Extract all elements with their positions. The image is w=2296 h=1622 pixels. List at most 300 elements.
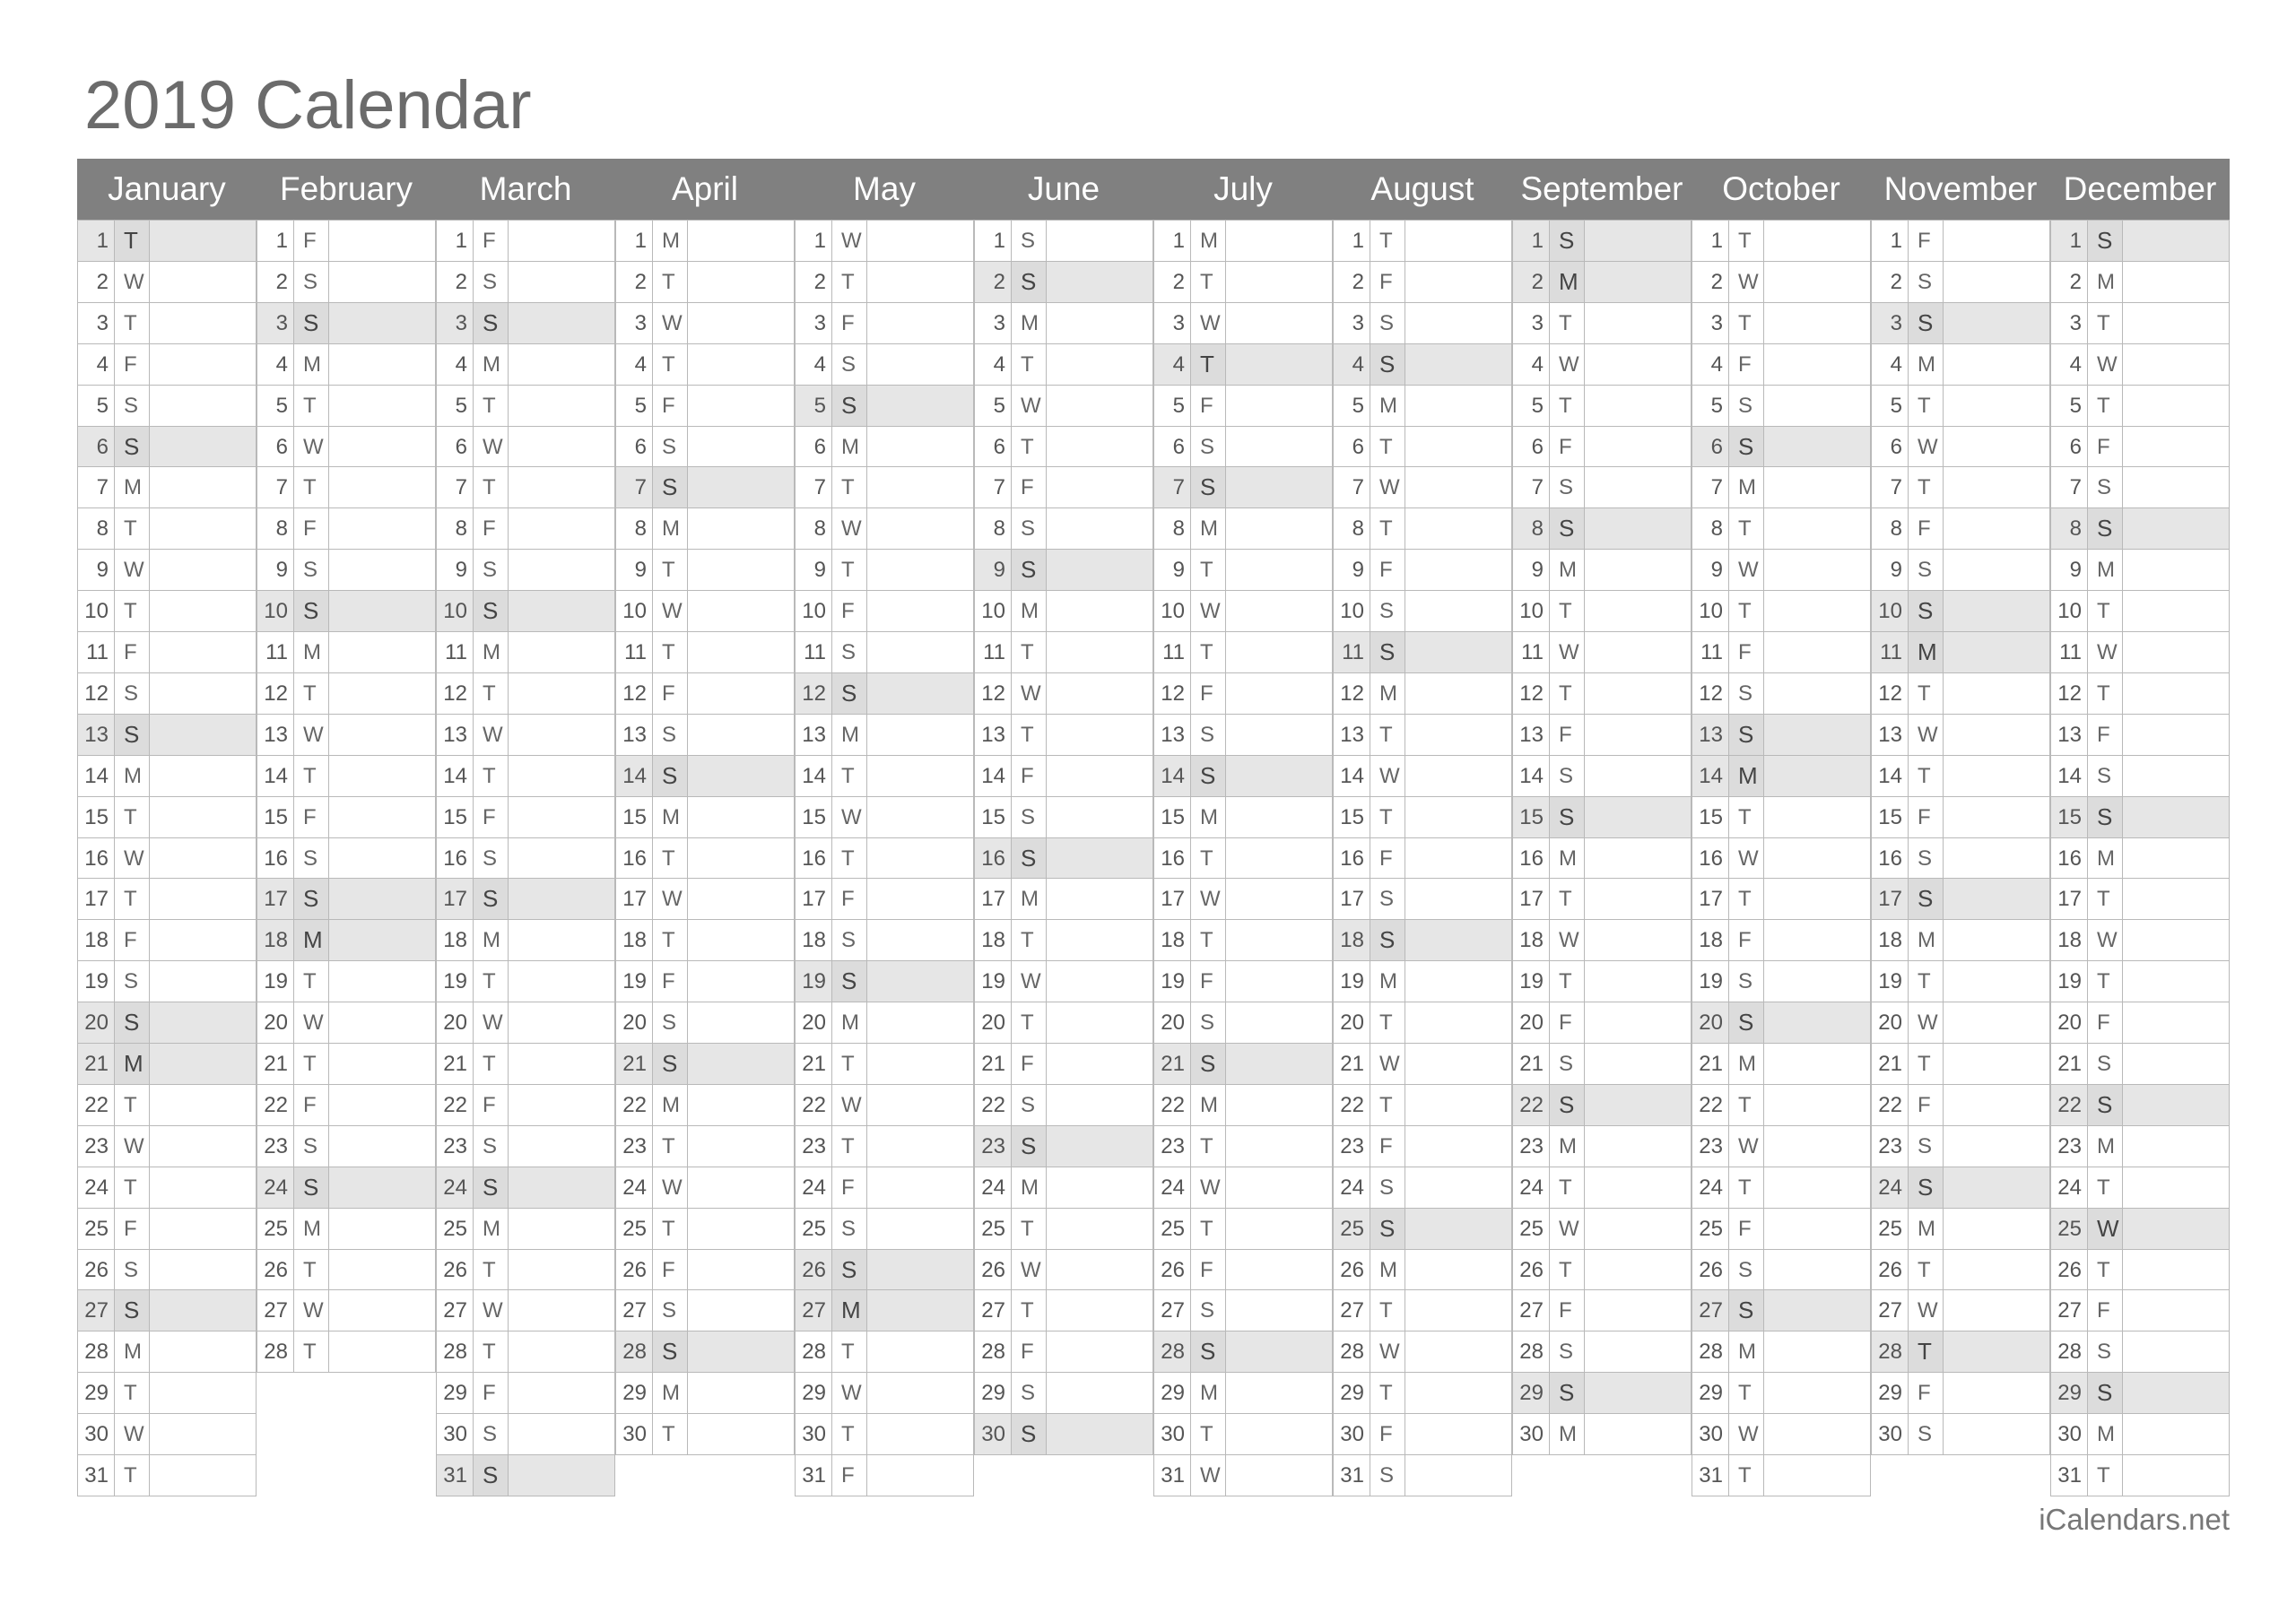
weekday-letter: T — [1728, 1167, 1764, 1208]
day-number: 30 — [1340, 1422, 1364, 1446]
weekday-letter: S — [1190, 1331, 1226, 1372]
day-number: 23 — [802, 1134, 826, 1158]
day-number: 5 — [275, 394, 288, 418]
day-cell — [795, 507, 974, 550]
weekday-letter: S — [831, 1209, 867, 1249]
day-number: 30 — [802, 1422, 826, 1446]
day-cell — [257, 1084, 436, 1126]
day-cell — [1333, 507, 1512, 550]
day-cell — [1512, 755, 1692, 797]
weekday-letter: F — [831, 1455, 867, 1496]
month-header-august: August — [1370, 170, 1474, 207]
day-number: 11 — [1162, 640, 1185, 664]
day-number: 24 — [981, 1175, 1005, 1200]
weekday-letter: S — [652, 756, 688, 796]
weekday-letter: S — [1011, 550, 1047, 590]
weekday-letter: M — [1190, 1373, 1226, 1413]
day-cell — [795, 1043, 974, 1085]
weekday-letter: M — [831, 1002, 867, 1043]
day-cell — [1512, 1413, 1692, 1455]
weekday-letter: T — [114, 221, 150, 261]
day-cell — [795, 1413, 974, 1455]
day-number: 1 — [813, 229, 826, 253]
day-cell — [77, 1331, 257, 1373]
day-cell — [1512, 919, 1692, 961]
day-number: 15 — [981, 805, 1005, 829]
day-cell — [436, 302, 615, 344]
weekday-letter: T — [1908, 673, 1944, 714]
day-cell — [2050, 1043, 2230, 1085]
weekday-letter: F — [1908, 1373, 1944, 1413]
day-number: 7 — [1352, 475, 1364, 499]
weekday-letter: M — [1728, 467, 1764, 507]
day-cell — [1871, 755, 2050, 797]
weekday-letter: T — [1549, 386, 1585, 426]
weekday-letter: F — [1011, 467, 1047, 507]
weekday-letter: M — [1728, 756, 1764, 796]
day-cell — [1512, 837, 1692, 880]
day-cell — [2050, 1208, 2230, 1250]
day-cell — [257, 426, 436, 468]
day-cell — [77, 796, 257, 838]
day-cell — [257, 1125, 436, 1167]
weekday-letter: S — [1549, 467, 1585, 507]
day-cell — [795, 261, 974, 303]
month-header-march: March — [479, 170, 572, 207]
weekday-letter: S — [1370, 879, 1405, 919]
day-number: 11 — [624, 640, 647, 664]
day-cell — [1512, 1125, 1692, 1167]
day-cell — [2050, 302, 2230, 344]
weekday-letter: M — [1370, 673, 1405, 714]
day-number: 3 — [1890, 311, 1902, 335]
day-number: 17 — [802, 887, 826, 911]
day-cell — [974, 302, 1153, 344]
weekday-letter: W — [473, 1002, 509, 1043]
weekday-letter: T — [2087, 879, 2123, 919]
day-cell — [1512, 343, 1692, 386]
day-number: 3 — [634, 311, 647, 335]
day-number: 29 — [1878, 1381, 1902, 1405]
weekday-letter: S — [293, 1167, 329, 1208]
day-cell — [974, 1043, 1153, 1085]
weekday-letter: T — [1549, 961, 1585, 1002]
day-number: 27 — [84, 1298, 109, 1323]
day-cell — [1692, 878, 1871, 920]
day-number: 12 — [1699, 681, 1723, 706]
day-cell — [1153, 1331, 1333, 1373]
day-number: 5 — [813, 394, 826, 418]
weekday-letter: T — [473, 673, 509, 714]
weekday-letter: F — [2087, 715, 2123, 755]
day-cell — [1333, 302, 1512, 344]
day-cell — [1333, 1002, 1512, 1044]
weekday-letter: T — [1190, 632, 1226, 672]
day-cell — [615, 672, 795, 715]
weekday-letter: S — [473, 1126, 509, 1167]
weekday-letter: W — [1908, 427, 1944, 467]
day-number: 2 — [1352, 270, 1364, 294]
page-title: 2019 Calendar — [84, 67, 532, 143]
day-number: 24 — [84, 1175, 109, 1200]
weekday-letter: T — [831, 1044, 867, 1084]
weekday-letter: M — [1190, 797, 1226, 837]
weekday-letter: T — [114, 1085, 150, 1125]
day-number: 30 — [2057, 1422, 2082, 1446]
day-cell — [77, 1454, 257, 1496]
day-number: 2 — [2069, 270, 2082, 294]
weekday-letter: F — [1370, 550, 1405, 590]
day-number: 7 — [1172, 475, 1185, 499]
day-cell — [436, 1043, 615, 1085]
day-cell — [615, 1084, 795, 1126]
day-number: 19 — [622, 969, 647, 993]
day-cell — [1512, 960, 1692, 1002]
day-number: 27 — [1878, 1298, 1902, 1323]
day-cell — [1333, 466, 1512, 508]
weekday-letter: T — [2087, 673, 2123, 714]
day-number: 21 — [264, 1052, 288, 1076]
day-cell — [436, 1331, 615, 1373]
day-number: 17 — [622, 887, 647, 911]
day-cell — [77, 426, 257, 468]
weekday-letter: M — [2087, 262, 2123, 302]
weekday-letter: W — [1549, 344, 1585, 385]
day-cell — [2050, 1331, 2230, 1373]
day-cell — [1692, 1084, 1871, 1126]
day-number: 9 — [634, 558, 647, 582]
day-number: 1 — [1172, 229, 1185, 253]
day-number: 25 — [84, 1217, 109, 1241]
day-cell — [1512, 714, 1692, 756]
day-number: 17 — [2057, 887, 2082, 911]
weekday-letter: T — [1728, 591, 1764, 631]
weekday-letter: S — [293, 879, 329, 919]
day-number: 1 — [993, 229, 1005, 253]
day-number: 25 — [802, 1217, 826, 1241]
weekday-letter: F — [1549, 427, 1585, 467]
weekday-letter: F — [1728, 920, 1764, 960]
day-cell — [1692, 672, 1871, 715]
day-number: 3 — [275, 311, 288, 335]
day-cell — [77, 878, 257, 920]
day-cell — [77, 631, 257, 673]
day-number: 20 — [1161, 1010, 1185, 1035]
day-cell — [1153, 1372, 1333, 1414]
day-cell — [77, 1289, 257, 1331]
day-number: 20 — [1878, 1010, 1902, 1035]
weekday-letter: M — [652, 1373, 688, 1413]
weekday-letter: T — [1549, 1167, 1585, 1208]
day-cell — [1333, 714, 1512, 756]
day-cell — [1153, 385, 1333, 427]
day-cell — [615, 1043, 795, 1085]
day-cell — [1871, 1002, 2050, 1044]
day-number: 28 — [1878, 1340, 1902, 1364]
day-cell — [257, 466, 436, 508]
day-cell — [615, 878, 795, 920]
day-number: 22 — [2057, 1093, 2082, 1117]
day-number: 10 — [84, 599, 109, 623]
day-number: 12 — [1340, 681, 1364, 706]
weekday-letter: W — [114, 838, 150, 879]
day-number: 5 — [2069, 394, 2082, 418]
weekday-letter: T — [1370, 1290, 1405, 1331]
day-number: 26 — [1519, 1258, 1544, 1282]
day-cell — [77, 1413, 257, 1455]
weekday-letter: S — [1728, 961, 1764, 1002]
weekday-letter: W — [2087, 632, 2123, 672]
weekday-letter: S — [1190, 467, 1226, 507]
day-number: 9 — [1531, 558, 1544, 582]
day-cell — [2050, 261, 2230, 303]
day-cell — [1333, 919, 1512, 961]
month-header-december: December — [2063, 170, 2217, 207]
day-cell — [795, 631, 974, 673]
weekday-letter: S — [1190, 1290, 1226, 1331]
day-cell — [1512, 549, 1692, 591]
day-cell — [974, 919, 1153, 961]
weekday-letter: F — [831, 1167, 867, 1208]
day-cell — [1692, 302, 1871, 344]
day-cell — [1153, 261, 1333, 303]
weekday-letter: S — [1908, 879, 1944, 919]
day-number: 25 — [622, 1217, 647, 1241]
month-header-october: October — [1722, 170, 1840, 207]
day-cell — [436, 1167, 615, 1209]
weekday-letter: M — [652, 1085, 688, 1125]
day-number: 18 — [1161, 928, 1185, 952]
day-number: 11 — [86, 640, 109, 664]
day-cell — [795, 837, 974, 880]
day-number: 21 — [981, 1052, 1005, 1076]
day-cell — [1512, 261, 1692, 303]
day-number: 13 — [1519, 723, 1544, 747]
day-cell — [1871, 549, 2050, 591]
day-cell — [436, 919, 615, 961]
weekday-letter: S — [1908, 838, 1944, 879]
day-number: 25 — [1699, 1217, 1723, 1241]
day-cell — [1153, 714, 1333, 756]
day-number: 28 — [1699, 1340, 1723, 1364]
day-number: 21 — [1878, 1052, 1902, 1076]
weekday-letter: T — [1370, 797, 1405, 837]
day-number: 8 — [1890, 516, 1902, 541]
day-cell — [1333, 343, 1512, 386]
weekday-letter: S — [1370, 632, 1405, 672]
day-number: 10 — [1340, 599, 1364, 623]
weekday-letter: T — [1728, 221, 1764, 261]
weekday-letter: M — [1549, 262, 1585, 302]
day-cell — [974, 507, 1153, 550]
day-number: 30 — [443, 1422, 467, 1446]
day-cell — [974, 1125, 1153, 1167]
weekday-letter: T — [293, 1044, 329, 1084]
weekday-letter: F — [293, 1085, 329, 1125]
day-number: 12 — [1519, 681, 1544, 706]
weekday-letter: S — [652, 427, 688, 467]
day-cell — [2050, 1249, 2230, 1291]
weekday-letter: S — [293, 1126, 329, 1167]
day-cell — [2050, 590, 2230, 632]
day-number: 6 — [1531, 435, 1544, 459]
day-cell — [974, 466, 1153, 508]
weekday-letter: S — [652, 467, 688, 507]
day-cell — [2050, 385, 2230, 427]
weekday-letter: T — [1370, 1373, 1405, 1413]
day-number: 24 — [622, 1175, 647, 1200]
day-number: 26 — [443, 1258, 467, 1282]
weekday-letter: F — [1908, 508, 1944, 549]
day-cell — [974, 590, 1153, 632]
day-cell — [1871, 302, 2050, 344]
day-number: 29 — [802, 1381, 826, 1405]
day-cell — [1153, 220, 1333, 262]
day-cell — [1333, 590, 1512, 632]
day-number: 16 — [264, 846, 288, 871]
day-cell — [2050, 1084, 2230, 1126]
weekday-letter: S — [473, 591, 509, 631]
weekday-letter: M — [473, 632, 509, 672]
day-cell — [2050, 1167, 2230, 1209]
weekday-letter: S — [114, 1250, 150, 1290]
day-cell — [1871, 1125, 2050, 1167]
day-number: 3 — [1531, 311, 1544, 335]
weekday-letter: S — [1011, 797, 1047, 837]
day-cell — [1692, 549, 1871, 591]
day-cell — [77, 755, 257, 797]
weekday-letter: T — [1011, 1290, 1047, 1331]
day-number: 25 — [1340, 1217, 1364, 1241]
weekday-letter: W — [1549, 632, 1585, 672]
day-number: 27 — [2057, 1298, 2082, 1323]
day-cell — [1871, 919, 2050, 961]
day-cell — [1692, 220, 1871, 262]
day-cell — [257, 220, 436, 262]
day-number: 10 — [264, 599, 288, 623]
weekday-letter: S — [2087, 797, 2123, 837]
day-number: 15 — [1878, 805, 1902, 829]
day-cell — [77, 343, 257, 386]
day-cell — [1333, 1125, 1512, 1167]
day-number: 17 — [1161, 887, 1185, 911]
day-cell — [1871, 1043, 2050, 1085]
day-cell — [615, 466, 795, 508]
weekday-letter: M — [1370, 961, 1405, 1002]
day-cell — [974, 1331, 1153, 1373]
day-cell — [2050, 714, 2230, 756]
day-number: 13 — [264, 723, 288, 747]
day-number: 6 — [455, 435, 467, 459]
weekday-letter: F — [831, 591, 867, 631]
day-number: 23 — [1878, 1134, 1902, 1158]
day-cell — [1153, 755, 1333, 797]
day-cell — [795, 549, 974, 591]
weekday-letter: W — [1728, 1414, 1764, 1454]
day-number: 22 — [1699, 1093, 1723, 1117]
day-number: 6 — [1710, 435, 1723, 459]
day-cell — [1692, 507, 1871, 550]
day-number: 23 — [1161, 1134, 1185, 1158]
weekday-letter: F — [652, 961, 688, 1002]
weekday-letter: M — [2087, 1126, 2123, 1167]
day-number: 21 — [1340, 1052, 1364, 1076]
day-number: 23 — [84, 1134, 109, 1158]
day-number: 16 — [1161, 846, 1185, 871]
day-cell — [1333, 878, 1512, 920]
day-cell — [257, 1043, 436, 1085]
day-number: 11 — [265, 640, 288, 664]
weekday-letter: T — [1370, 715, 1405, 755]
day-number: 31 — [84, 1463, 109, 1488]
day-number: 10 — [2057, 599, 2082, 623]
day-cell — [257, 714, 436, 756]
day-cell — [795, 1249, 974, 1291]
day-cell — [1871, 466, 2050, 508]
day-number: 15 — [622, 805, 647, 829]
day-number: 7 — [813, 475, 826, 499]
weekday-letter: W — [2087, 344, 2123, 385]
day-cell — [795, 1331, 974, 1373]
weekday-letter: S — [2087, 1085, 2123, 1125]
weekday-letter: W — [1190, 303, 1226, 343]
day-number: 23 — [2057, 1134, 2082, 1158]
day-cell — [795, 466, 974, 508]
day-cell — [1871, 878, 2050, 920]
day-number: 27 — [264, 1298, 288, 1323]
weekday-letter: W — [1190, 591, 1226, 631]
day-cell — [1692, 1249, 1871, 1291]
day-number: 18 — [2057, 928, 2082, 952]
day-cell — [974, 1208, 1153, 1250]
weekday-letter: F — [473, 221, 509, 261]
weekday-letter: M — [1190, 1085, 1226, 1125]
day-number: 23 — [1519, 1134, 1544, 1158]
day-cell — [257, 261, 436, 303]
day-number: 8 — [634, 516, 647, 541]
day-cell — [615, 1002, 795, 1044]
day-number: 3 — [993, 311, 1005, 335]
weekday-letter: S — [1190, 715, 1226, 755]
day-cell — [1153, 796, 1333, 838]
weekday-letter: F — [293, 797, 329, 837]
weekday-letter: S — [1728, 427, 1764, 467]
day-number: 7 — [1890, 475, 1902, 499]
day-cell — [257, 1208, 436, 1250]
day-number: 15 — [84, 805, 109, 829]
day-cell — [1871, 960, 2050, 1002]
day-cell — [1153, 507, 1333, 550]
day-number: 17 — [1699, 887, 1723, 911]
weekday-letter: F — [1908, 1085, 1944, 1125]
day-cell — [2050, 919, 2230, 961]
weekday-letter: S — [473, 550, 509, 590]
weekday-letter: M — [1908, 632, 1944, 672]
day-number: 12 — [1878, 681, 1902, 706]
day-number: 18 — [84, 928, 109, 952]
day-number: 15 — [802, 805, 826, 829]
day-number: 26 — [1161, 1258, 1185, 1282]
day-cell — [615, 302, 795, 344]
day-cell — [1153, 1167, 1333, 1209]
weekday-letter: S — [1011, 1414, 1047, 1454]
day-cell — [795, 220, 974, 262]
day-number: 5 — [1531, 394, 1544, 418]
day-cell — [1333, 1208, 1512, 1250]
weekday-letter: S — [1549, 1373, 1585, 1413]
day-cell — [257, 549, 436, 591]
day-cell — [795, 960, 974, 1002]
